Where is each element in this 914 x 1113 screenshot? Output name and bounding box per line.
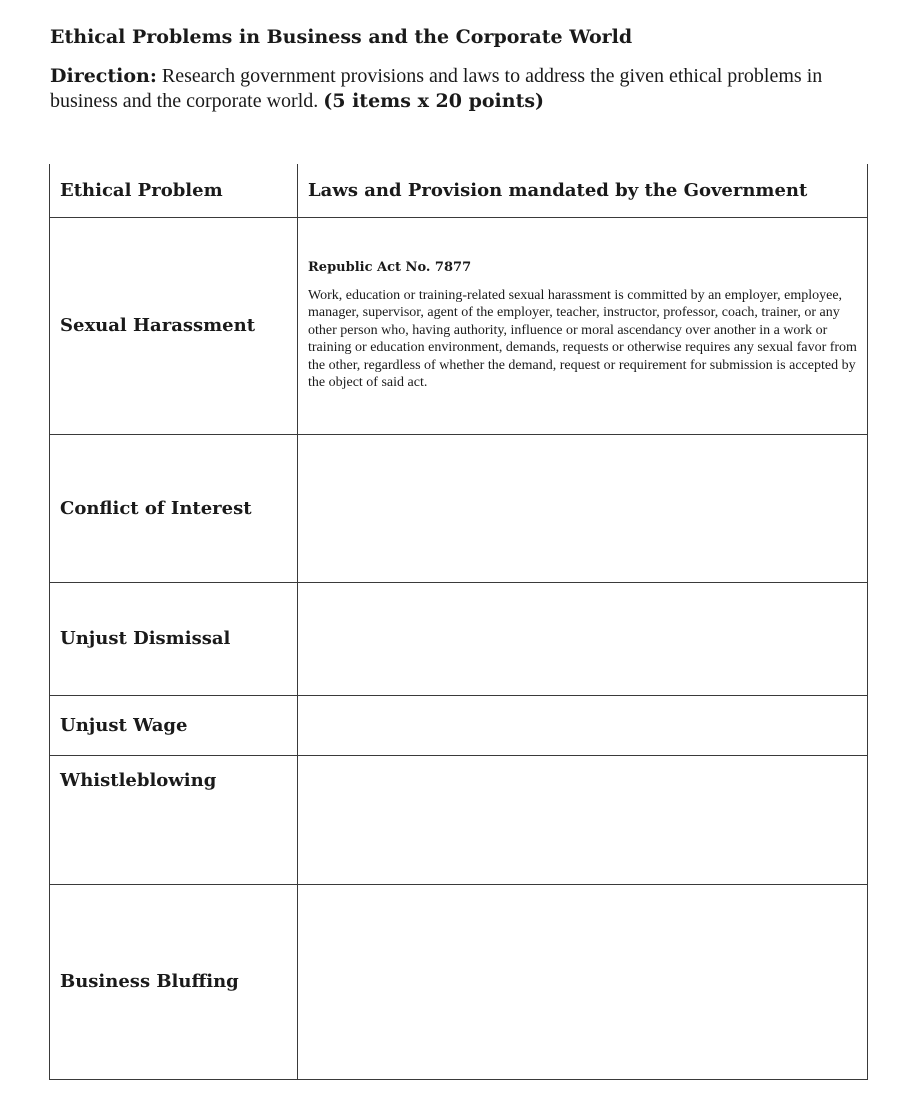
table-row [50, 434, 868, 582]
law-cell-conflict-of-interest[interactable] [298, 434, 868, 582]
problem-business-bluffing: Business Bluffing [50, 884, 298, 1079]
law-text: Work, education or training-related sexual harassment is committed by an employer, employee, manager, supervisor, agent of the employer, teacher, instructor, professor, coach, trainer, or any other person who, having authority, influence or moral ascendancy over another in a work or training or education environment, demands, requests or otherwise requires any sexual favor from the other, regardless of whether the demand, request or requirement for submission is accepted by the object of said act. [308, 287, 857, 390]
problem-unjust-dismissal: Unjust Dismissal [50, 582, 298, 695]
problem-whistleblowing: Whistleblowing [50, 755, 298, 884]
table-row [50, 217, 868, 434]
table-header-row [50, 164, 868, 217]
table-row [50, 884, 868, 1079]
direction-label: Direction: [50, 65, 157, 87]
law-cell-business-bluffing[interactable] [298, 884, 868, 1079]
problem-sexual-harassment: Sexual Harassment [50, 217, 298, 434]
points-label: (5 items x 20 points) [323, 90, 545, 112]
table-row [50, 695, 868, 755]
law-title: Republic Act No. 7877 [308, 259, 472, 275]
direction-text: Research government provisions and laws to address the given ethical problems in business and the corporate world. [50, 65, 823, 112]
law-cell-unjust-wage[interactable] [298, 695, 868, 755]
table-row [50, 755, 868, 884]
problem-unjust-wage: Unjust Wage [50, 695, 298, 755]
table-row [50, 582, 868, 695]
law-cell-sexual-harassment[interactable] [298, 217, 868, 434]
header-laws-provision: Laws and Provision mandated by the Government [298, 164, 868, 217]
problem-conflict-of-interest: Conflict of Interest [50, 434, 298, 582]
header-ethical-problem: Ethical Problem [50, 164, 298, 217]
law-cell-whistleblowing[interactable] [298, 755, 868, 884]
ethics-table [49, 164, 868, 1080]
document-title: Ethical Problems in Business and the Corporate World [50, 26, 633, 48]
direction-paragraph [50, 64, 870, 114]
law-cell-unjust-dismissal[interactable] [298, 582, 868, 695]
